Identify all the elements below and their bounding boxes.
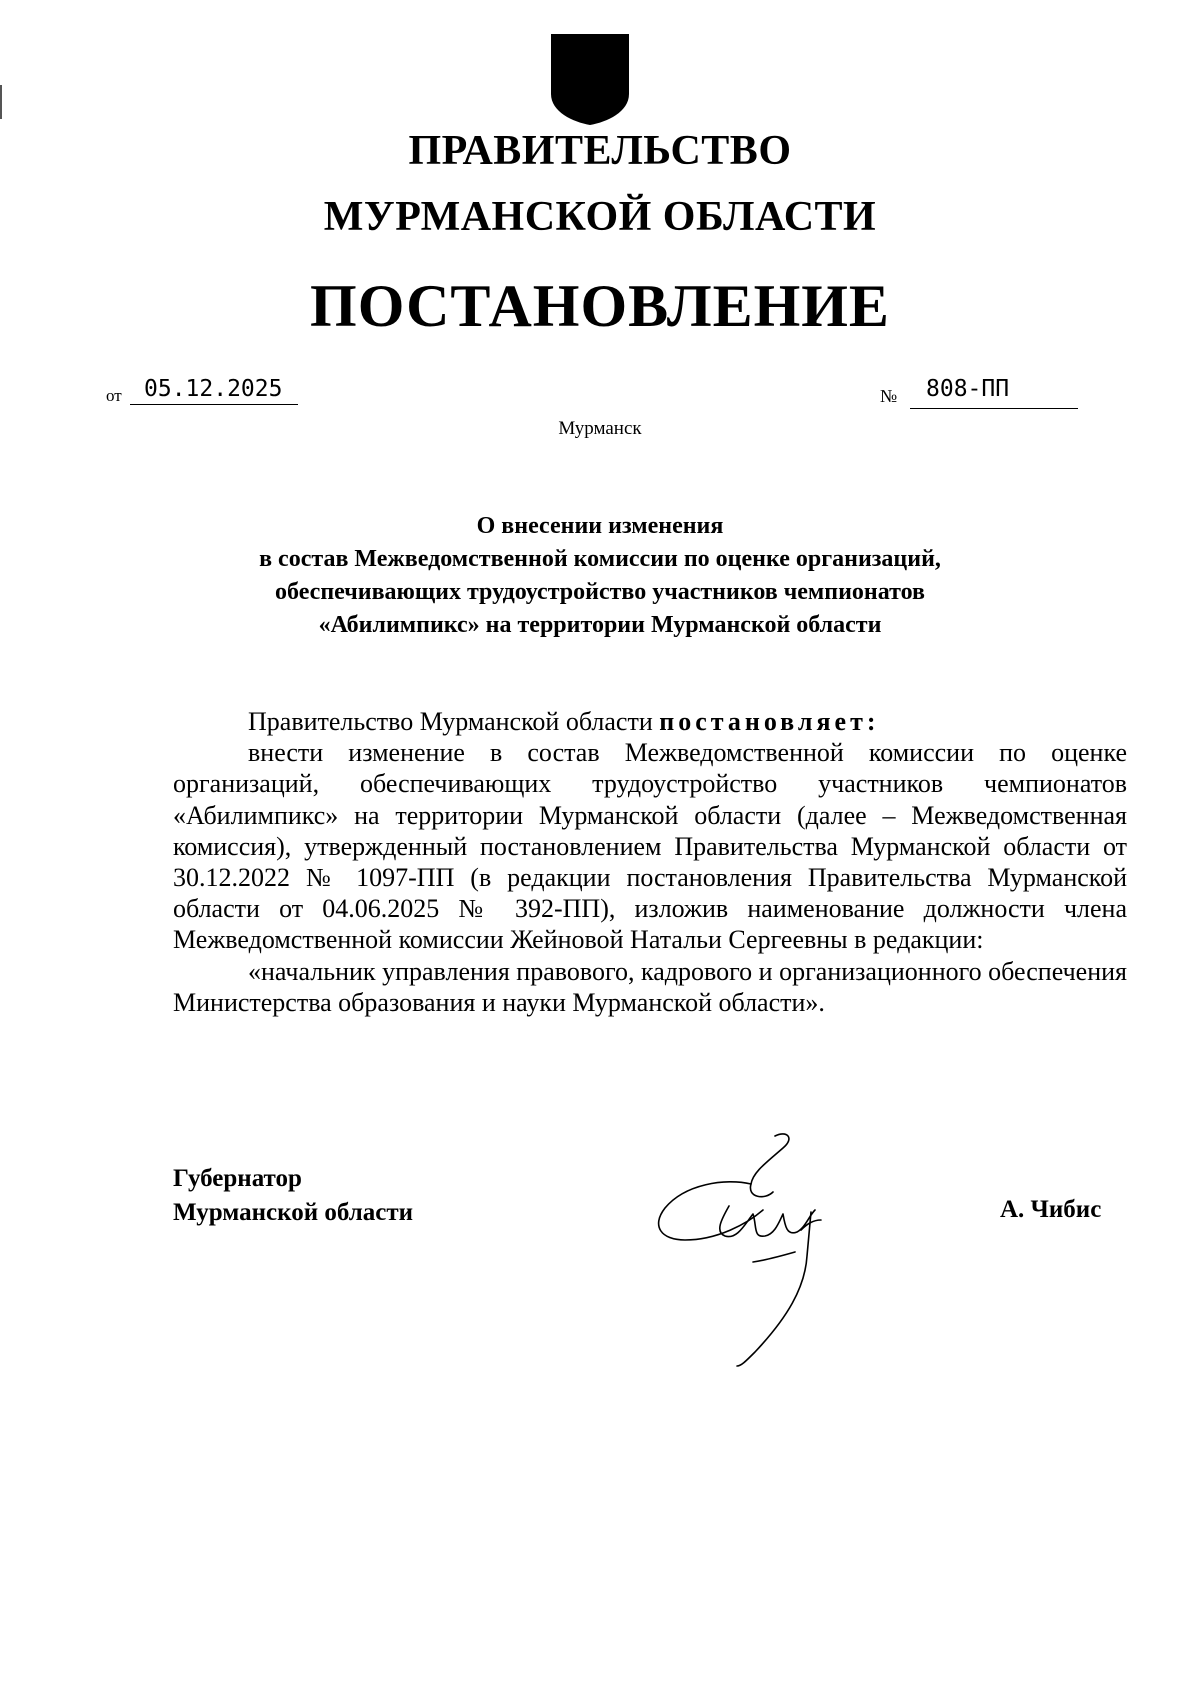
preamble-text: Правительство Мурманской области [248, 707, 653, 736]
document-subject [150, 510, 1050, 642]
decree-word: постановляет: [659, 707, 880, 736]
city-name: Мурманск [558, 418, 642, 439]
scan-edge-mark [0, 85, 2, 119]
date-label: от [106, 386, 122, 405]
date-underline [130, 404, 298, 405]
coat-of-arms-emblem [549, 32, 631, 126]
subject-line: «Абилимпикс» на территории Мурманской области [318, 612, 882, 638]
preamble-paragraph [173, 706, 1127, 737]
body-paragraph: «начальник управления правового, кадрового и организационного обеспечения Министерства образования и науки Мурманской области». [173, 956, 1127, 1017]
signatory-title-line: Мурманской области [173, 1199, 414, 1226]
number-underline [910, 408, 1078, 409]
subject-line: обеспечивающих трудоустройство участников чемпионатов [275, 579, 925, 605]
document-date: 05.12.2025 [144, 376, 283, 402]
handwritten-signature [655, 1128, 885, 1368]
subject-line: в состав Межведомственной комиссии по оценке организаций, [259, 546, 941, 572]
signatory-title [173, 1162, 413, 1230]
document-body [173, 706, 1127, 1018]
signatory-name: А. Чибис [1000, 1196, 1102, 1223]
subject-line: О внесении изменения [476, 513, 724, 539]
government-title-line1: ПРАВИТЕЛЬСТВО [408, 128, 792, 174]
body-paragraph: внести изменение в состав Межведомственной комиссии по оценке организаций, обеспечивающих трудоустройство участников чемпионатов «Абилимпикс» на территории Мурманской области (далее – Межведомственная комиссия), утвержденный постановлением Правительства Мурманской области от 30.12.2022 № 1097-ПП (в редакции постановления Правительства Мурманской области от 04.06.2025 № 392-ПП), изложив наименование должности члена Межведомственной комиссии Жейновой Натальи Сергеевны в редакции: [173, 738, 1127, 955]
government-title-line2: МУРМАНСКОЙ ОБЛАСТИ [323, 194, 877, 240]
signatory-title-line: Губернатор [173, 1165, 302, 1192]
document-number: 808-ПП [926, 376, 1010, 402]
number-label: № [880, 386, 898, 406]
document-type-title: ПОСТАНОВЛЕНИЕ [310, 273, 890, 339]
